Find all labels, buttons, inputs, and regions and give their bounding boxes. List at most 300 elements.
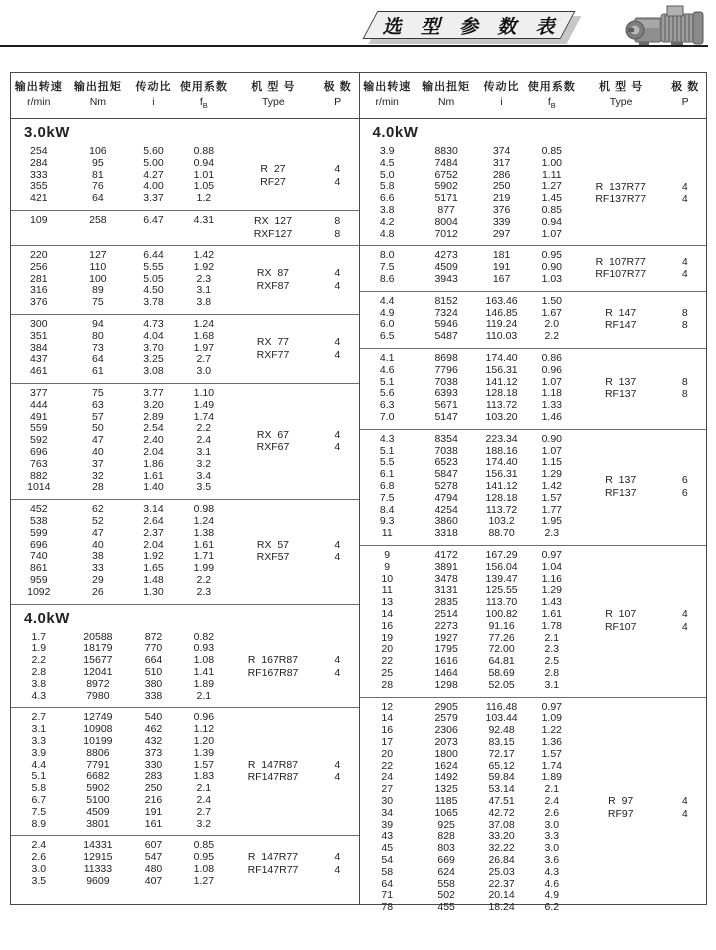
cell-output-torque: 2306 — [434, 724, 458, 737]
table-row — [360, 562, 578, 574]
cell-output-speed: 599 — [30, 526, 48, 539]
cell-ratio: 5.55 — [143, 260, 164, 273]
data-rows — [360, 250, 578, 285]
table-row — [360, 796, 578, 808]
cell-service-factor: 2.4 — [196, 434, 212, 447]
cell-ratio: 156.31 — [485, 468, 518, 481]
cell-output-torque: 4254 — [434, 503, 458, 516]
gearmotor-block — [360, 291, 707, 348]
cell-ratio: 4.73 — [143, 318, 164, 331]
cell-ratio: 380 — [144, 677, 163, 690]
column-header-zh: 极 数 — [323, 81, 352, 93]
cell-output-torque: 6523 — [434, 456, 458, 469]
cell-output-torque: 14331 — [83, 839, 113, 852]
cell-poles: 4 — [334, 758, 341, 771]
cell-output-speed: 20 — [381, 643, 394, 656]
cell-ratio: 297 — [492, 227, 511, 240]
cell-service-factor: 1.57 — [193, 758, 215, 771]
column-header — [415, 80, 477, 112]
cell-type: RX 77 — [256, 336, 290, 349]
column-header — [11, 80, 67, 112]
cell-output-speed: 24 — [381, 771, 394, 784]
cell-ratio: 191 — [144, 805, 163, 818]
cell-type: RF167R87 — [247, 666, 299, 679]
cell-ratio: 139.47 — [485, 572, 518, 585]
cell-output-speed: 7.5 — [379, 491, 395, 504]
cell-output-torque: 669 — [437, 853, 455, 866]
cell-ratio: 20.14 — [488, 889, 515, 902]
cell-output-torque: 3318 — [434, 527, 458, 540]
cell-output-speed: 8.0 — [379, 249, 395, 262]
data-rows — [11, 388, 230, 494]
cell-service-factor: 2.3 — [544, 643, 560, 656]
cell-ratio: 42.72 — [488, 806, 515, 819]
table-row — [11, 691, 230, 703]
cell-service-factor: 1.41 — [193, 665, 215, 678]
cell-output-torque: 2905 — [434, 700, 458, 713]
cell-ratio: 191 — [492, 261, 511, 274]
cell-poles: 4 — [334, 428, 341, 441]
cell-output-speed: 3.1 — [31, 723, 47, 736]
column-header-unit: r/min — [27, 96, 51, 108]
column-header — [317, 80, 359, 112]
cell-output-speed: 959 — [30, 574, 48, 586]
cell-service-factor: 3.8 — [196, 296, 212, 309]
table-row — [360, 668, 578, 680]
cell-output-speed: 6.8 — [379, 480, 395, 493]
cell-ratio: 286 — [492, 168, 511, 181]
cell-ratio: 5.05 — [143, 272, 164, 285]
cell-output-torque: 1795 — [434, 643, 458, 656]
cell-output-speed: 78 — [381, 901, 394, 914]
power-section-title: 4.0kW — [11, 604, 359, 628]
cell-ratio: 480 — [144, 862, 163, 875]
cell-service-factor: 2.0 — [544, 318, 560, 331]
cell-poles: 4 — [334, 267, 341, 280]
cell-output-speed: 16 — [381, 619, 394, 632]
cell-ratio: 250 — [144, 782, 163, 795]
cell-service-factor: 1.68 — [193, 329, 215, 342]
cell-output-torque: 52 — [92, 515, 104, 528]
table-row — [11, 331, 230, 343]
cell-output-speed: 316 — [30, 284, 48, 297]
cell-ratio: 2.40 — [143, 434, 164, 447]
cell-service-factor: 1.20 — [193, 734, 215, 747]
gearmotor-block — [11, 314, 359, 383]
cell-ratio: 2.54 — [143, 422, 164, 435]
cell-output-speed: 4.6 — [379, 363, 395, 376]
data-rows — [11, 250, 230, 309]
cell-service-factor: 1.43 — [541, 596, 562, 609]
table-row — [11, 482, 230, 494]
cell-service-factor: 1.61 — [541, 607, 562, 620]
cell-output-speed: 4.3 — [379, 432, 395, 445]
cell-ratio: 167 — [492, 273, 511, 286]
cell-output-torque: 2073 — [434, 735, 458, 748]
cell-output-speed: 696 — [30, 446, 48, 459]
cell-output-torque: 10908 — [83, 723, 113, 736]
cell-service-factor: 3.3 — [544, 830, 560, 843]
cell-service-factor: 2.3 — [544, 527, 560, 540]
cell-output-torque: 7791 — [86, 758, 110, 771]
cell-output-torque: 63 — [92, 398, 104, 411]
cell-output-torque: 95 — [92, 156, 104, 169]
cell-service-factor: 2.7 — [196, 353, 212, 366]
cell-service-factor: 2.7 — [196, 805, 212, 818]
cell-service-factor: 3.0 — [196, 365, 212, 378]
column-header — [526, 80, 578, 112]
cell-service-factor: 1.24 — [193, 515, 215, 528]
cell-ratio: 33.20 — [488, 830, 515, 843]
cell-output-torque: 38 — [92, 550, 104, 563]
type-pole-row — [578, 256, 706, 269]
cell-output-torque: 76 — [92, 180, 104, 193]
cell-service-factor: 0.97 — [541, 549, 562, 561]
cell-output-speed: 4.1 — [379, 352, 395, 365]
data-rows — [360, 353, 578, 424]
cell-poles: 8 — [681, 306, 688, 319]
cell-ratio: 2.89 — [143, 410, 164, 423]
type-poles-column — [578, 296, 706, 343]
type-poles-column — [578, 146, 706, 240]
type-pole-row — [578, 376, 706, 389]
cell-ratio: 3.14 — [143, 503, 164, 516]
selection-parameter-table — [10, 72, 707, 914]
cell-service-factor: 1.29 — [541, 584, 562, 597]
page-title: 选 型 参 数 表 — [382, 16, 562, 38]
cell-output-speed: 14 — [381, 607, 394, 620]
column-header-zh: 使用系数 — [179, 81, 228, 93]
cell-ratio: 113.72 — [485, 503, 518, 516]
cell-type: RX 127 — [254, 215, 292, 228]
cell-output-speed: 256 — [30, 260, 48, 273]
type-pole-row — [230, 429, 359, 442]
cell-service-factor: 1.77 — [541, 503, 562, 516]
cell-output-speed: 559 — [30, 422, 48, 435]
cell-ratio: 116.48 — [485, 700, 518, 713]
cell-service-factor: 1.42 — [193, 249, 215, 262]
column-header — [67, 80, 130, 112]
cell-ratio: 338 — [144, 689, 163, 702]
cell-ratio: 432 — [144, 734, 163, 747]
cell-output-torque: 10199 — [83, 734, 113, 747]
cell-ratio: 91.16 — [488, 619, 515, 632]
cell-service-factor: 2.8 — [544, 666, 560, 679]
cell-output-speed: 58 — [381, 865, 394, 878]
table-row — [11, 528, 230, 540]
cell-service-factor: 1.00 — [541, 156, 562, 169]
type-pole-row — [230, 176, 359, 189]
type-pole-row — [230, 228, 359, 241]
cell-output-torque: 75 — [92, 296, 104, 309]
cell-ratio: 770 — [144, 642, 163, 655]
data-rows — [11, 319, 230, 378]
cell-service-factor: 4.3 — [544, 865, 560, 878]
table-row — [360, 680, 578, 692]
cell-type: RF107R77 — [595, 268, 647, 281]
cell-poles: 4 — [681, 268, 688, 281]
cell-service-factor: 2.2 — [544, 330, 560, 343]
cell-service-factor: 1.09 — [541, 712, 562, 725]
cell-output-torque: 5847 — [434, 468, 458, 481]
cell-service-factor: 2.5 — [544, 655, 560, 668]
cell-poles: 4 — [334, 654, 341, 667]
cell-ratio: 6.47 — [143, 214, 164, 227]
cell-service-factor: 0.82 — [193, 630, 215, 643]
cell-output-torque: 100 — [89, 272, 107, 285]
page-title-banner — [370, 11, 568, 39]
cell-service-factor: 0.94 — [193, 156, 215, 169]
cell-ratio: 103.2 — [488, 515, 515, 528]
type-pole-row — [578, 319, 706, 332]
cell-service-factor: 3.0 — [544, 818, 560, 831]
cell-output-torque: 15677 — [83, 654, 113, 667]
cell-output-speed: 696 — [30, 538, 48, 551]
table-row — [360, 434, 578, 446]
cell-service-factor: 1.92 — [193, 260, 215, 273]
gearmotor-block — [11, 383, 359, 499]
cell-service-factor: 3.0 — [544, 842, 560, 855]
cell-output-torque: 57 — [92, 410, 104, 423]
cell-service-factor: 6.2 — [544, 901, 560, 914]
cell-ratio: 2.37 — [143, 526, 164, 539]
cell-poles: 8 — [334, 215, 341, 228]
cell-output-speed: 4.4 — [31, 758, 47, 771]
cell-output-speed: 1.7 — [31, 630, 47, 643]
cell-ratio: 128.18 — [485, 491, 518, 504]
cell-output-torque: 8972 — [86, 677, 110, 690]
cell-ratio: 223.34 — [485, 432, 518, 445]
cell-ratio: 4.00 — [143, 180, 164, 193]
data-rows — [360, 550, 578, 692]
cell-service-factor: 1.33 — [541, 399, 562, 412]
cell-poles: 6 — [681, 474, 688, 487]
cell-type: RX 87 — [256, 267, 290, 280]
cell-poles: 4 — [681, 180, 688, 193]
table-row — [360, 855, 578, 867]
cell-output-speed: 1092 — [27, 585, 51, 598]
cell-service-factor: 1.16 — [541, 572, 562, 585]
cell-ratio: 3.37 — [143, 192, 164, 205]
cell-output-speed: 7.0 — [379, 411, 395, 424]
type-pole-row — [230, 654, 359, 667]
cell-output-torque: 877 — [437, 204, 455, 217]
column-header-unit: Nm — [89, 96, 107, 108]
cell-poles: 4 — [334, 348, 341, 361]
cell-output-torque: 26 — [92, 585, 104, 598]
cell-ratio: 250 — [492, 180, 511, 193]
cell-output-speed: 28 — [381, 678, 394, 691]
cell-type: R 107 — [605, 608, 637, 621]
column-header-zh: 输出转速 — [14, 81, 63, 93]
cell-poles: 8 — [681, 375, 688, 388]
cell-type: RF137 — [604, 388, 637, 401]
cell-output-torque: 5487 — [434, 330, 458, 343]
cell-ratio: 1.61 — [143, 469, 164, 482]
cell-ratio: 6.44 — [143, 249, 164, 262]
cell-output-speed: 9 — [384, 549, 391, 561]
cell-ratio: 4.04 — [143, 329, 164, 342]
table-row — [360, 229, 578, 241]
table-row — [360, 412, 578, 424]
table-row — [360, 749, 578, 761]
type-poles-column — [230, 146, 359, 205]
cell-output-torque: 3860 — [434, 515, 458, 528]
cell-type: R 137R77 — [595, 180, 646, 193]
data-rows — [360, 296, 578, 343]
table-left-half — [11, 73, 359, 904]
type-pole-row — [230, 349, 359, 362]
cell-ratio: 37.08 — [488, 818, 515, 831]
cell-service-factor: 1.01 — [193, 168, 215, 181]
cell-output-torque: 5171 — [434, 192, 458, 205]
table-row — [360, 737, 578, 749]
cell-service-factor: 3.2 — [196, 817, 212, 830]
cell-output-torque: 29 — [92, 574, 104, 586]
cell-output-torque: 47 — [92, 434, 104, 447]
cell-output-torque: 64 — [92, 192, 104, 205]
cell-service-factor: 2.4 — [544, 794, 560, 807]
cell-output-torque: 20588 — [83, 630, 113, 643]
type-pole-row — [578, 487, 706, 500]
cell-output-torque: 4509 — [434, 261, 458, 274]
cell-ratio: 5.00 — [143, 156, 164, 169]
column-header-unit: P — [334, 96, 342, 108]
cell-output-torque: 624 — [437, 865, 455, 878]
cell-ratio: 103.44 — [485, 712, 518, 725]
cell-output-speed: 3.3 — [31, 734, 47, 747]
table-row — [11, 297, 230, 309]
cell-output-torque: 1325 — [434, 783, 458, 796]
cell-ratio: 188.16 — [485, 444, 518, 457]
data-rows — [360, 146, 578, 240]
cell-output-speed: 8.9 — [31, 817, 47, 830]
cell-output-speed: 5.6 — [379, 387, 395, 400]
type-poles-column — [230, 215, 359, 240]
cell-ratio: 167.29 — [485, 549, 518, 561]
cell-output-speed: 351 — [30, 329, 48, 342]
cell-type: RF137 — [604, 486, 637, 499]
cell-service-factor: 1.36 — [541, 735, 562, 748]
data-rows — [11, 215, 230, 240]
cell-service-factor: 2.1 — [544, 783, 560, 796]
cell-output-speed: 8.4 — [379, 503, 395, 516]
cell-output-torque: 5671 — [434, 399, 458, 412]
type-poles-column — [230, 504, 359, 598]
column-header-zh: 使用系数 — [527, 81, 576, 93]
type-pole-row — [578, 808, 706, 821]
cell-output-speed: 4.5 — [379, 156, 395, 169]
table-row — [11, 215, 230, 227]
cell-service-factor: 1.50 — [541, 294, 562, 307]
cell-output-torque: 5100 — [86, 793, 110, 806]
cell-poles: 4 — [334, 771, 341, 784]
column-header-zh: 输出转速 — [363, 81, 412, 93]
cell-service-factor: 1.49 — [193, 398, 215, 411]
cell-ratio: 110.03 — [485, 330, 518, 343]
cell-output-speed: 10 — [381, 572, 394, 585]
cell-output-torque: 1464 — [434, 666, 458, 679]
cell-ratio: 77.26 — [488, 631, 515, 644]
table-row — [360, 867, 578, 879]
table-right-half — [359, 73, 707, 914]
cell-service-factor: 1.08 — [193, 862, 215, 875]
cell-type: RF97 — [607, 807, 634, 820]
cell-ratio: 181 — [492, 249, 511, 262]
cell-output-speed: 4.4 — [379, 294, 395, 307]
column-header-zh: 传动比 — [135, 81, 172, 93]
cell-poles: 4 — [681, 255, 688, 268]
data-rows — [360, 434, 578, 540]
cell-service-factor: 1.07 — [541, 444, 562, 457]
cell-type: RXF77 — [256, 348, 290, 361]
column-header-zh: 机 型 号 — [599, 81, 644, 93]
cell-output-torque: 50 — [92, 422, 104, 435]
cell-output-speed: 22 — [381, 655, 394, 668]
cell-output-torque: 1298 — [434, 678, 458, 691]
cell-output-speed: 11 — [381, 584, 393, 597]
cell-ratio: 317 — [492, 156, 511, 169]
cell-service-factor: 1.57 — [541, 491, 562, 504]
cell-type: RF27 — [260, 175, 286, 188]
cell-service-factor: 1.99 — [193, 562, 215, 575]
cell-ratio: 26.84 — [488, 853, 515, 866]
cell-output-torque: 455 — [437, 901, 455, 914]
table-row — [360, 274, 578, 286]
table-row — [360, 609, 578, 621]
cell-ratio: 330 — [144, 758, 163, 771]
cell-type: RX 67 — [256, 428, 290, 441]
cell-ratio: 510 — [144, 665, 163, 678]
cell-type: RF137R77 — [595, 193, 647, 206]
column-header-zh: 输出扭矩 — [422, 81, 471, 93]
table-row — [11, 587, 230, 599]
cell-service-factor: 0.96 — [541, 363, 562, 376]
cell-output-speed: 71 — [381, 889, 394, 902]
table-row — [360, 217, 578, 229]
cell-service-factor: 2.6 — [544, 806, 560, 819]
table-row — [11, 400, 230, 412]
cell-ratio: 5.60 — [143, 145, 164, 158]
cell-output-speed: 300 — [30, 318, 48, 331]
cell-output-speed: 34 — [381, 806, 394, 819]
column-header-unit: $f_B$ — [547, 96, 556, 111]
cell-poles: 4 — [681, 807, 688, 820]
cell-ratio: 374 — [492, 145, 511, 158]
cell-type: R 147 — [605, 306, 637, 319]
cell-type: R 107R77 — [595, 255, 646, 268]
cell-service-factor: 2.3 — [196, 272, 212, 285]
cell-output-speed: 2.8 — [31, 665, 47, 678]
column-header-zh: 传动比 — [483, 81, 520, 93]
cell-service-factor: 1.15 — [541, 456, 562, 469]
cell-service-factor: 0.96 — [193, 711, 215, 724]
gearmotor-block — [360, 142, 707, 245]
cell-output-torque: 8004 — [434, 215, 458, 228]
cell-output-speed: 4.2 — [379, 215, 395, 228]
cell-output-speed: 20 — [381, 747, 394, 760]
cell-ratio: 113.70 — [485, 596, 518, 609]
cell-output-torque: 9609 — [86, 874, 110, 887]
type-poles-column — [578, 550, 706, 692]
type-pole-row — [230, 851, 359, 864]
table-row — [11, 158, 230, 170]
type-poles-column — [230, 388, 359, 494]
cell-ratio: 2.04 — [143, 446, 164, 459]
cell-service-factor: 1.38 — [193, 526, 215, 539]
table-row — [11, 795, 230, 807]
cell-output-speed: 1014 — [27, 481, 51, 494]
